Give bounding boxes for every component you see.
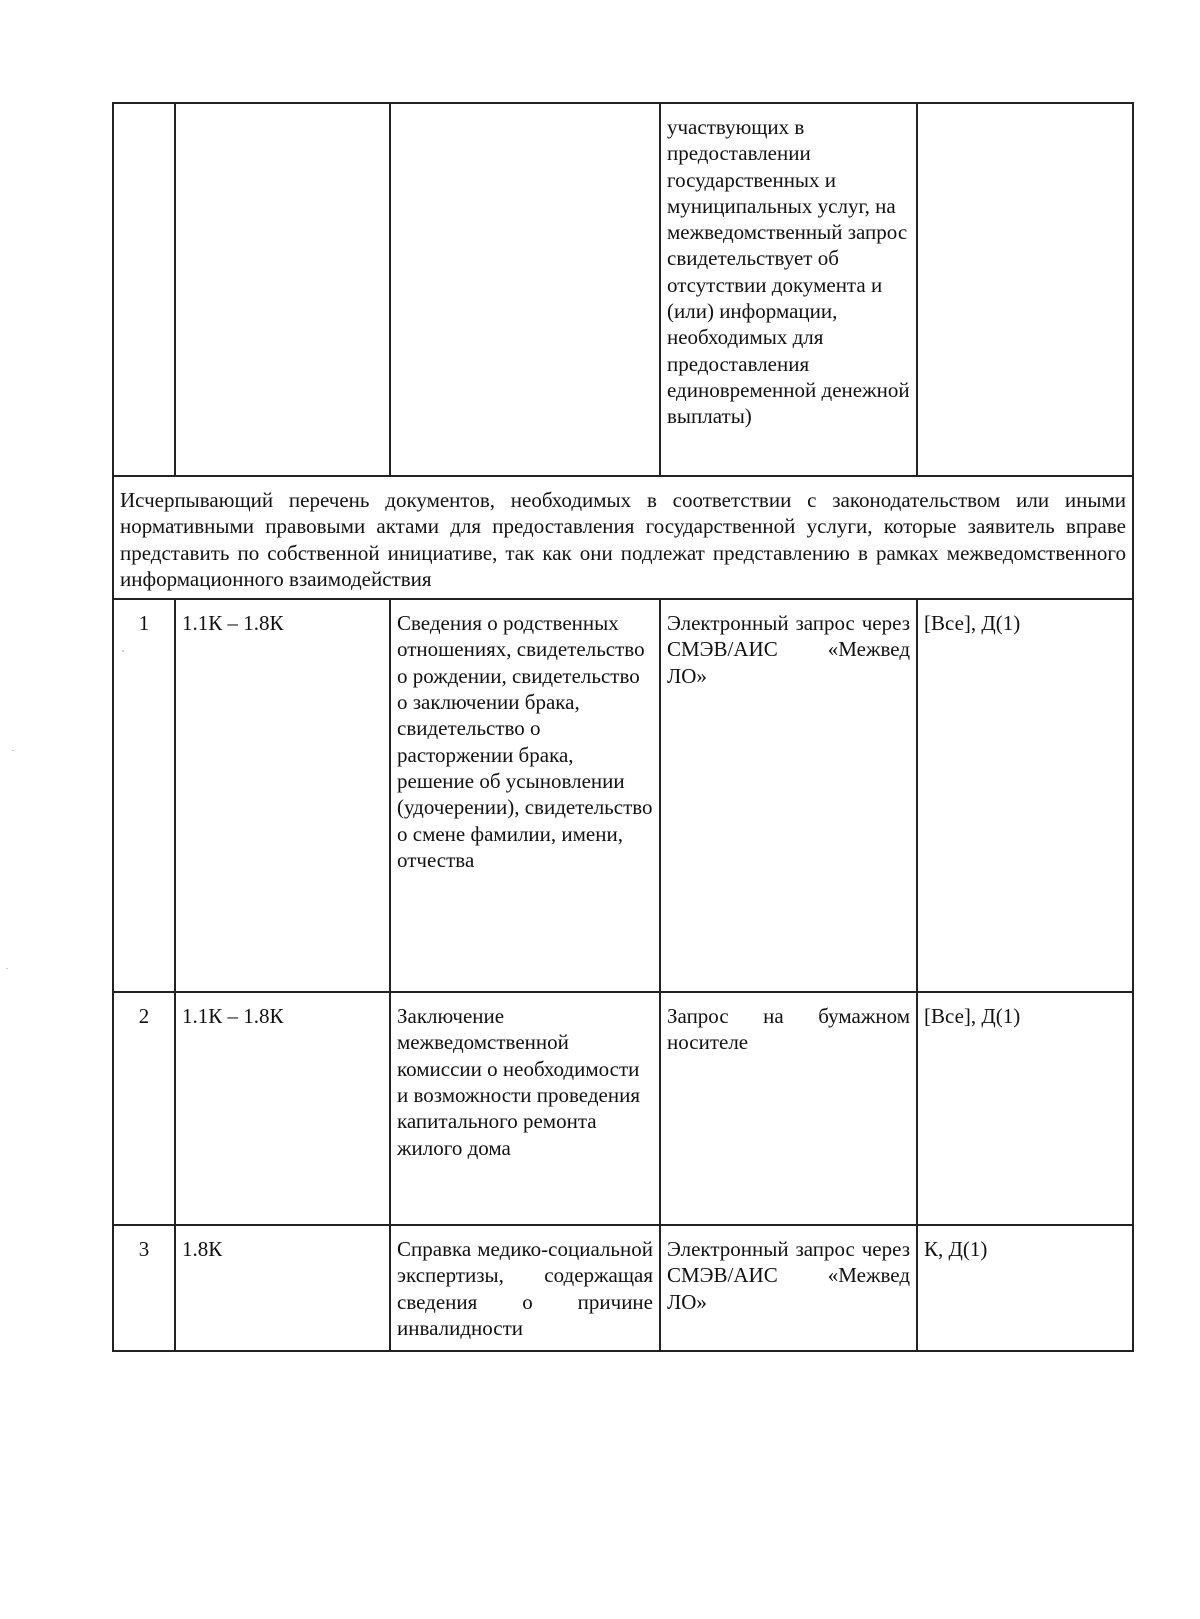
row-document: Заключение межведомственной комиссии о необходимости и возможности проведения капитального ремонта жилого дома bbox=[390, 992, 660, 1225]
row-method: Запрос на бумажном носителе bbox=[660, 992, 917, 1225]
cell-code-empty bbox=[175, 103, 390, 476]
row-category: К, Д(1) bbox=[917, 1225, 1133, 1351]
cell-document-empty bbox=[390, 103, 660, 476]
row-document: Сведения о родственных отношениях, свидетельство о рождении, свидетельство о заключении брака, свидетельство о расторжении брака, решение об усыновлении (удочерении), свидетельство о смене фамилии, имени, отчества bbox=[390, 599, 660, 992]
table-row bbox=[113, 992, 1133, 1225]
section-heading: Исчерпывающий перечень документов, необходимых в соответствии с законодательством или иными нормативными правовыми актами для предоставления государственной услуги, которые заявитель вправе представить по собственной инициативе, так как они подлежат представлению в рамках межведомственного информационного взаимодействия bbox=[113, 476, 1133, 599]
row-code: 1.1К – 1.8К bbox=[175, 599, 390, 992]
scan-speck bbox=[12, 750, 14, 751]
row-document: Справка медико-социальной экспертизы, содержащая сведения о причине инвалидности bbox=[390, 1225, 660, 1351]
row-number: 1 bbox=[113, 599, 175, 992]
cell-category-empty bbox=[917, 103, 1133, 476]
row-category: [Все], Д(1) bbox=[917, 599, 1133, 992]
cell-num-empty bbox=[113, 103, 175, 476]
row-method: Электронный запрос через СМЭВ/АИС «Межвед ЛО» bbox=[660, 599, 917, 992]
section-heading-row bbox=[113, 476, 1133, 599]
row-number: 3 bbox=[113, 1225, 175, 1351]
row-number: 2 bbox=[113, 992, 175, 1225]
table-row-continuation bbox=[113, 103, 1133, 476]
row-code: 1.8К bbox=[175, 1225, 390, 1351]
table-row bbox=[113, 1225, 1133, 1351]
row-code: 1.1К – 1.8К bbox=[175, 992, 390, 1225]
continued-source-text: участвующих в предоставлении государственных и муниципальных услуг, на межведомственный запрос свидетельствует об отсутствии документа и (или) информации, необходимых для предоставления единовременной денежной выплаты) bbox=[667, 115, 910, 429]
scan-speck bbox=[6, 968, 8, 969]
table-row bbox=[113, 599, 1133, 992]
row-category: [Все], Д(1) bbox=[917, 992, 1133, 1225]
documents-table bbox=[112, 102, 1134, 1352]
row-method: Электронный запрос через СМЭВ/АИС «Межвед ЛО» bbox=[660, 1225, 917, 1351]
cell-source-continued bbox=[660, 103, 917, 476]
